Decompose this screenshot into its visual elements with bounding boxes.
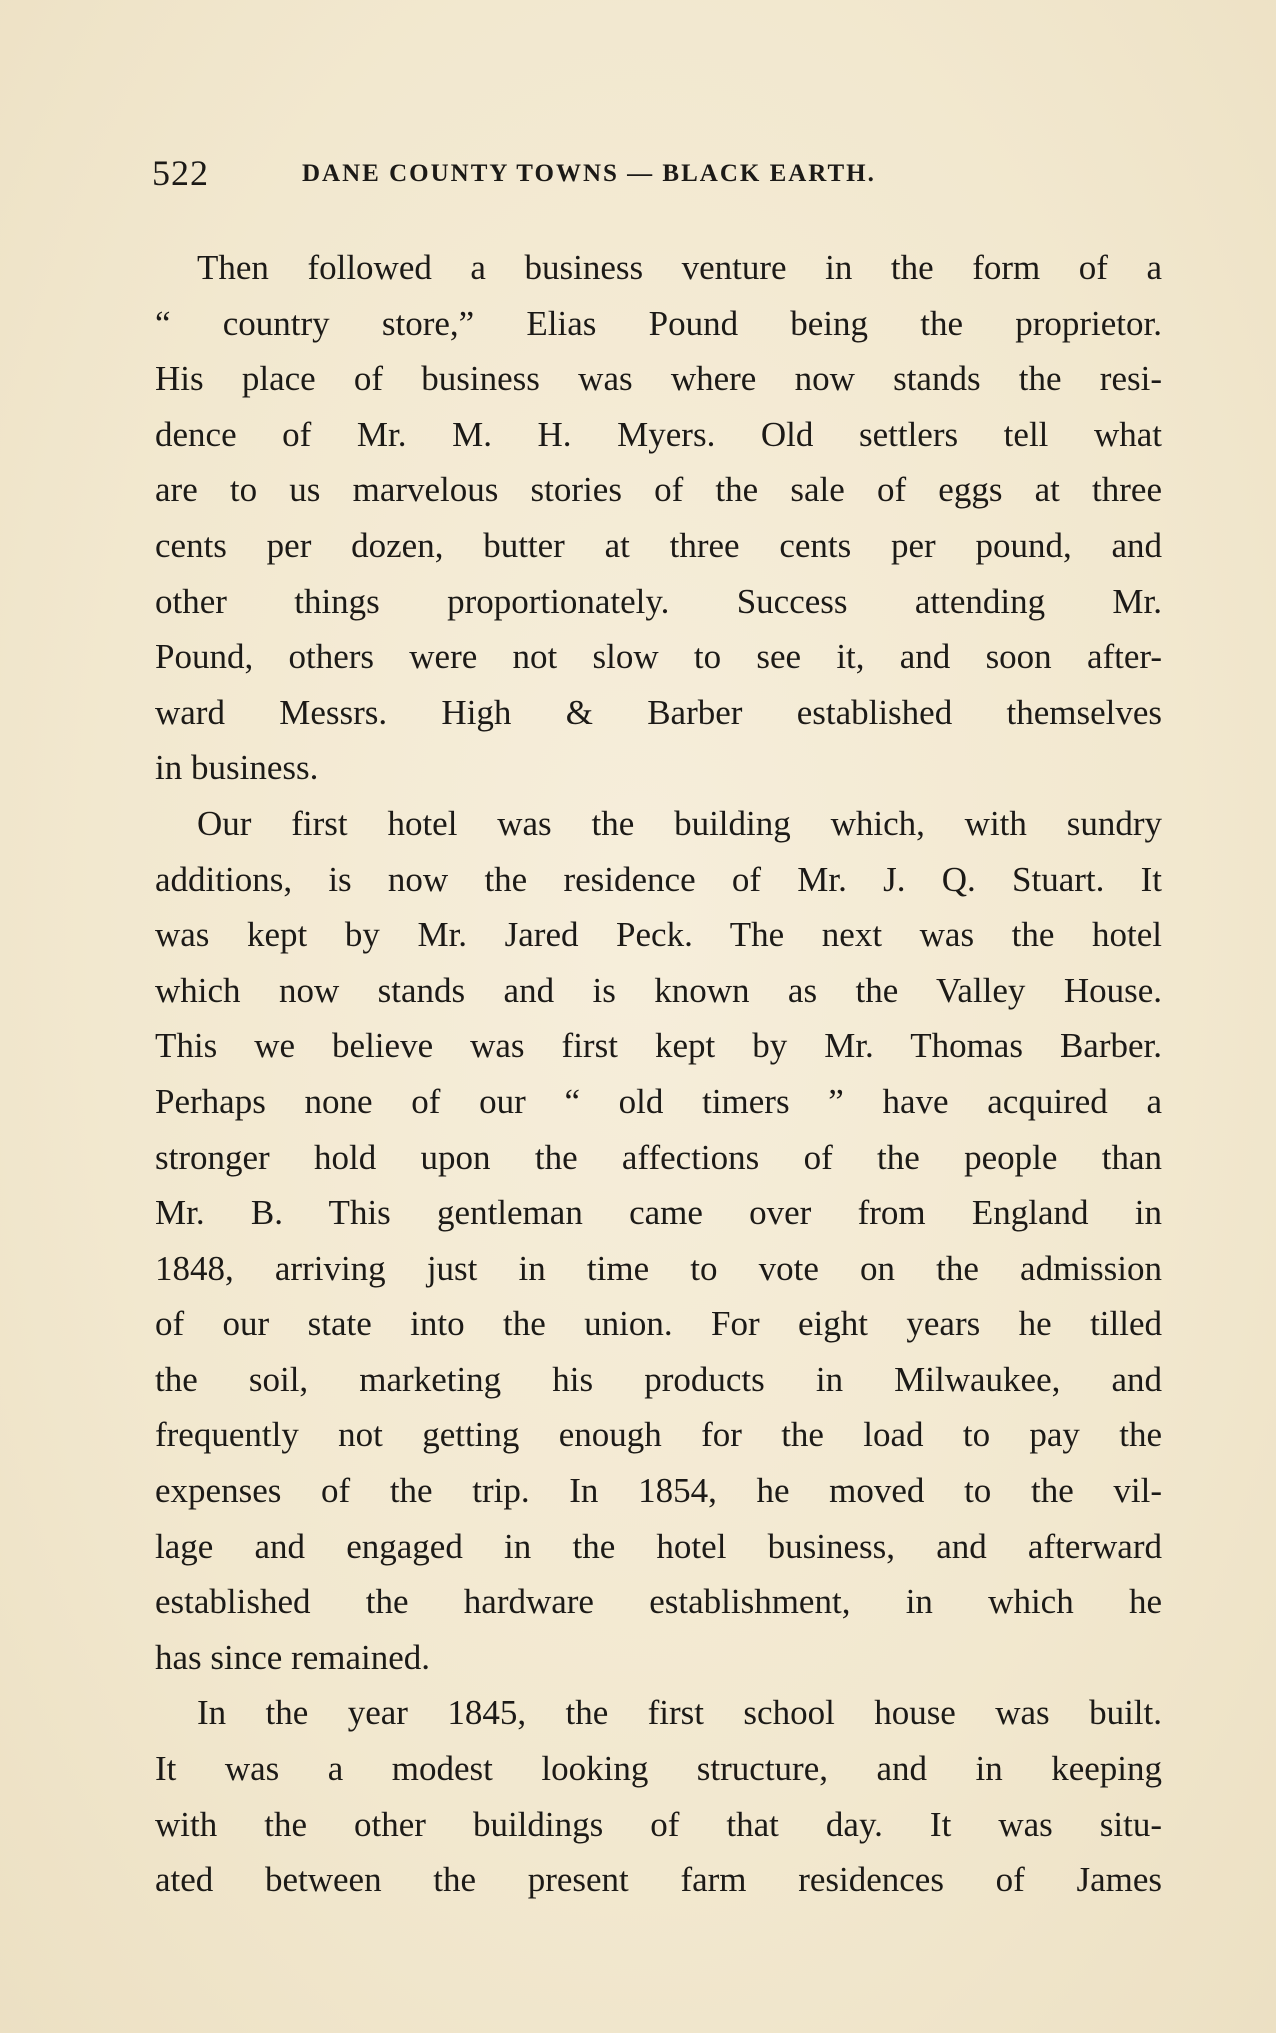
text-line: “ country store,” Elias Pound being the proprietor. — [155, 303, 1162, 343]
text-line: In the year 1845, the first school house was built. — [197, 1693, 1162, 1733]
text-line: the soil, marketing his products in Milwaukee, and — [155, 1359, 1162, 1399]
text-line: additions, is now the residence of Mr. J. Q. Stuart. It — [155, 859, 1162, 899]
text-line: This we believe was first kept by Mr. Thomas Barber. — [155, 1026, 1162, 1066]
running-head — [152, 152, 1162, 200]
text-line: Mr. B. This gentleman came over from England in — [155, 1193, 1162, 1233]
text-line: of our state into the union. For eight years he tilled — [155, 1304, 1162, 1344]
body-text — [155, 240, 1162, 1908]
text-line: was kept by Mr. Jared Peck. The next was the hotel — [155, 915, 1162, 955]
text-line: established the hardware establishment, in which he — [155, 1582, 1162, 1622]
text-line: stronger hold upon the affections of the people than — [155, 1137, 1162, 1177]
text-line: in business. — [155, 748, 319, 788]
text-line: which now stands and is known as the Valley House. — [155, 970, 1162, 1010]
text-line: with the other buildings of that day. It was situ- — [155, 1804, 1162, 1844]
text-line: 1848, arriving just in time to vote on the admission — [155, 1248, 1162, 1288]
page-number: 522 — [152, 153, 209, 193]
text-line: It was a modest looking structure, and in keeping — [155, 1749, 1162, 1789]
running-head-title: DANE COUNTY TOWNS — BLACK EARTH. — [302, 160, 876, 187]
text-line: ward Messrs. High & Barber established themselves — [155, 692, 1162, 732]
text-line: Then followed a business venture in the form of a — [197, 248, 1162, 287]
text-line: cents per dozen, butter at three cents per pound, and — [155, 525, 1162, 565]
text-line: dence of Mr. M. H. Myers. Old settlers tell what — [155, 414, 1162, 454]
text-line: lage and engaged in the hotel business, and afterward — [155, 1526, 1162, 1566]
text-line: are to us marvelous stories of the sale of eggs at three — [155, 470, 1162, 510]
text-line: frequently not getting enough for the load to pay the — [155, 1415, 1162, 1455]
text-line: ated between the present farm residences of James — [155, 1860, 1162, 1900]
text-line: expenses of the trip. In 1854, he moved to the vil- — [155, 1471, 1162, 1511]
text-line: Perhaps none of our “ old timers ” have acquired a — [155, 1081, 1162, 1121]
text-line: Our first hotel was the building which, with sundry — [197, 803, 1162, 843]
text-line: has since remained. — [155, 1637, 431, 1677]
text-line: His place of business was where now stands the resi- — [155, 359, 1162, 399]
text-line: other things proportionately. Success attending Mr. — [155, 581, 1162, 621]
text-line: Pound, others were not slow to see it, and soon after- — [155, 637, 1162, 677]
